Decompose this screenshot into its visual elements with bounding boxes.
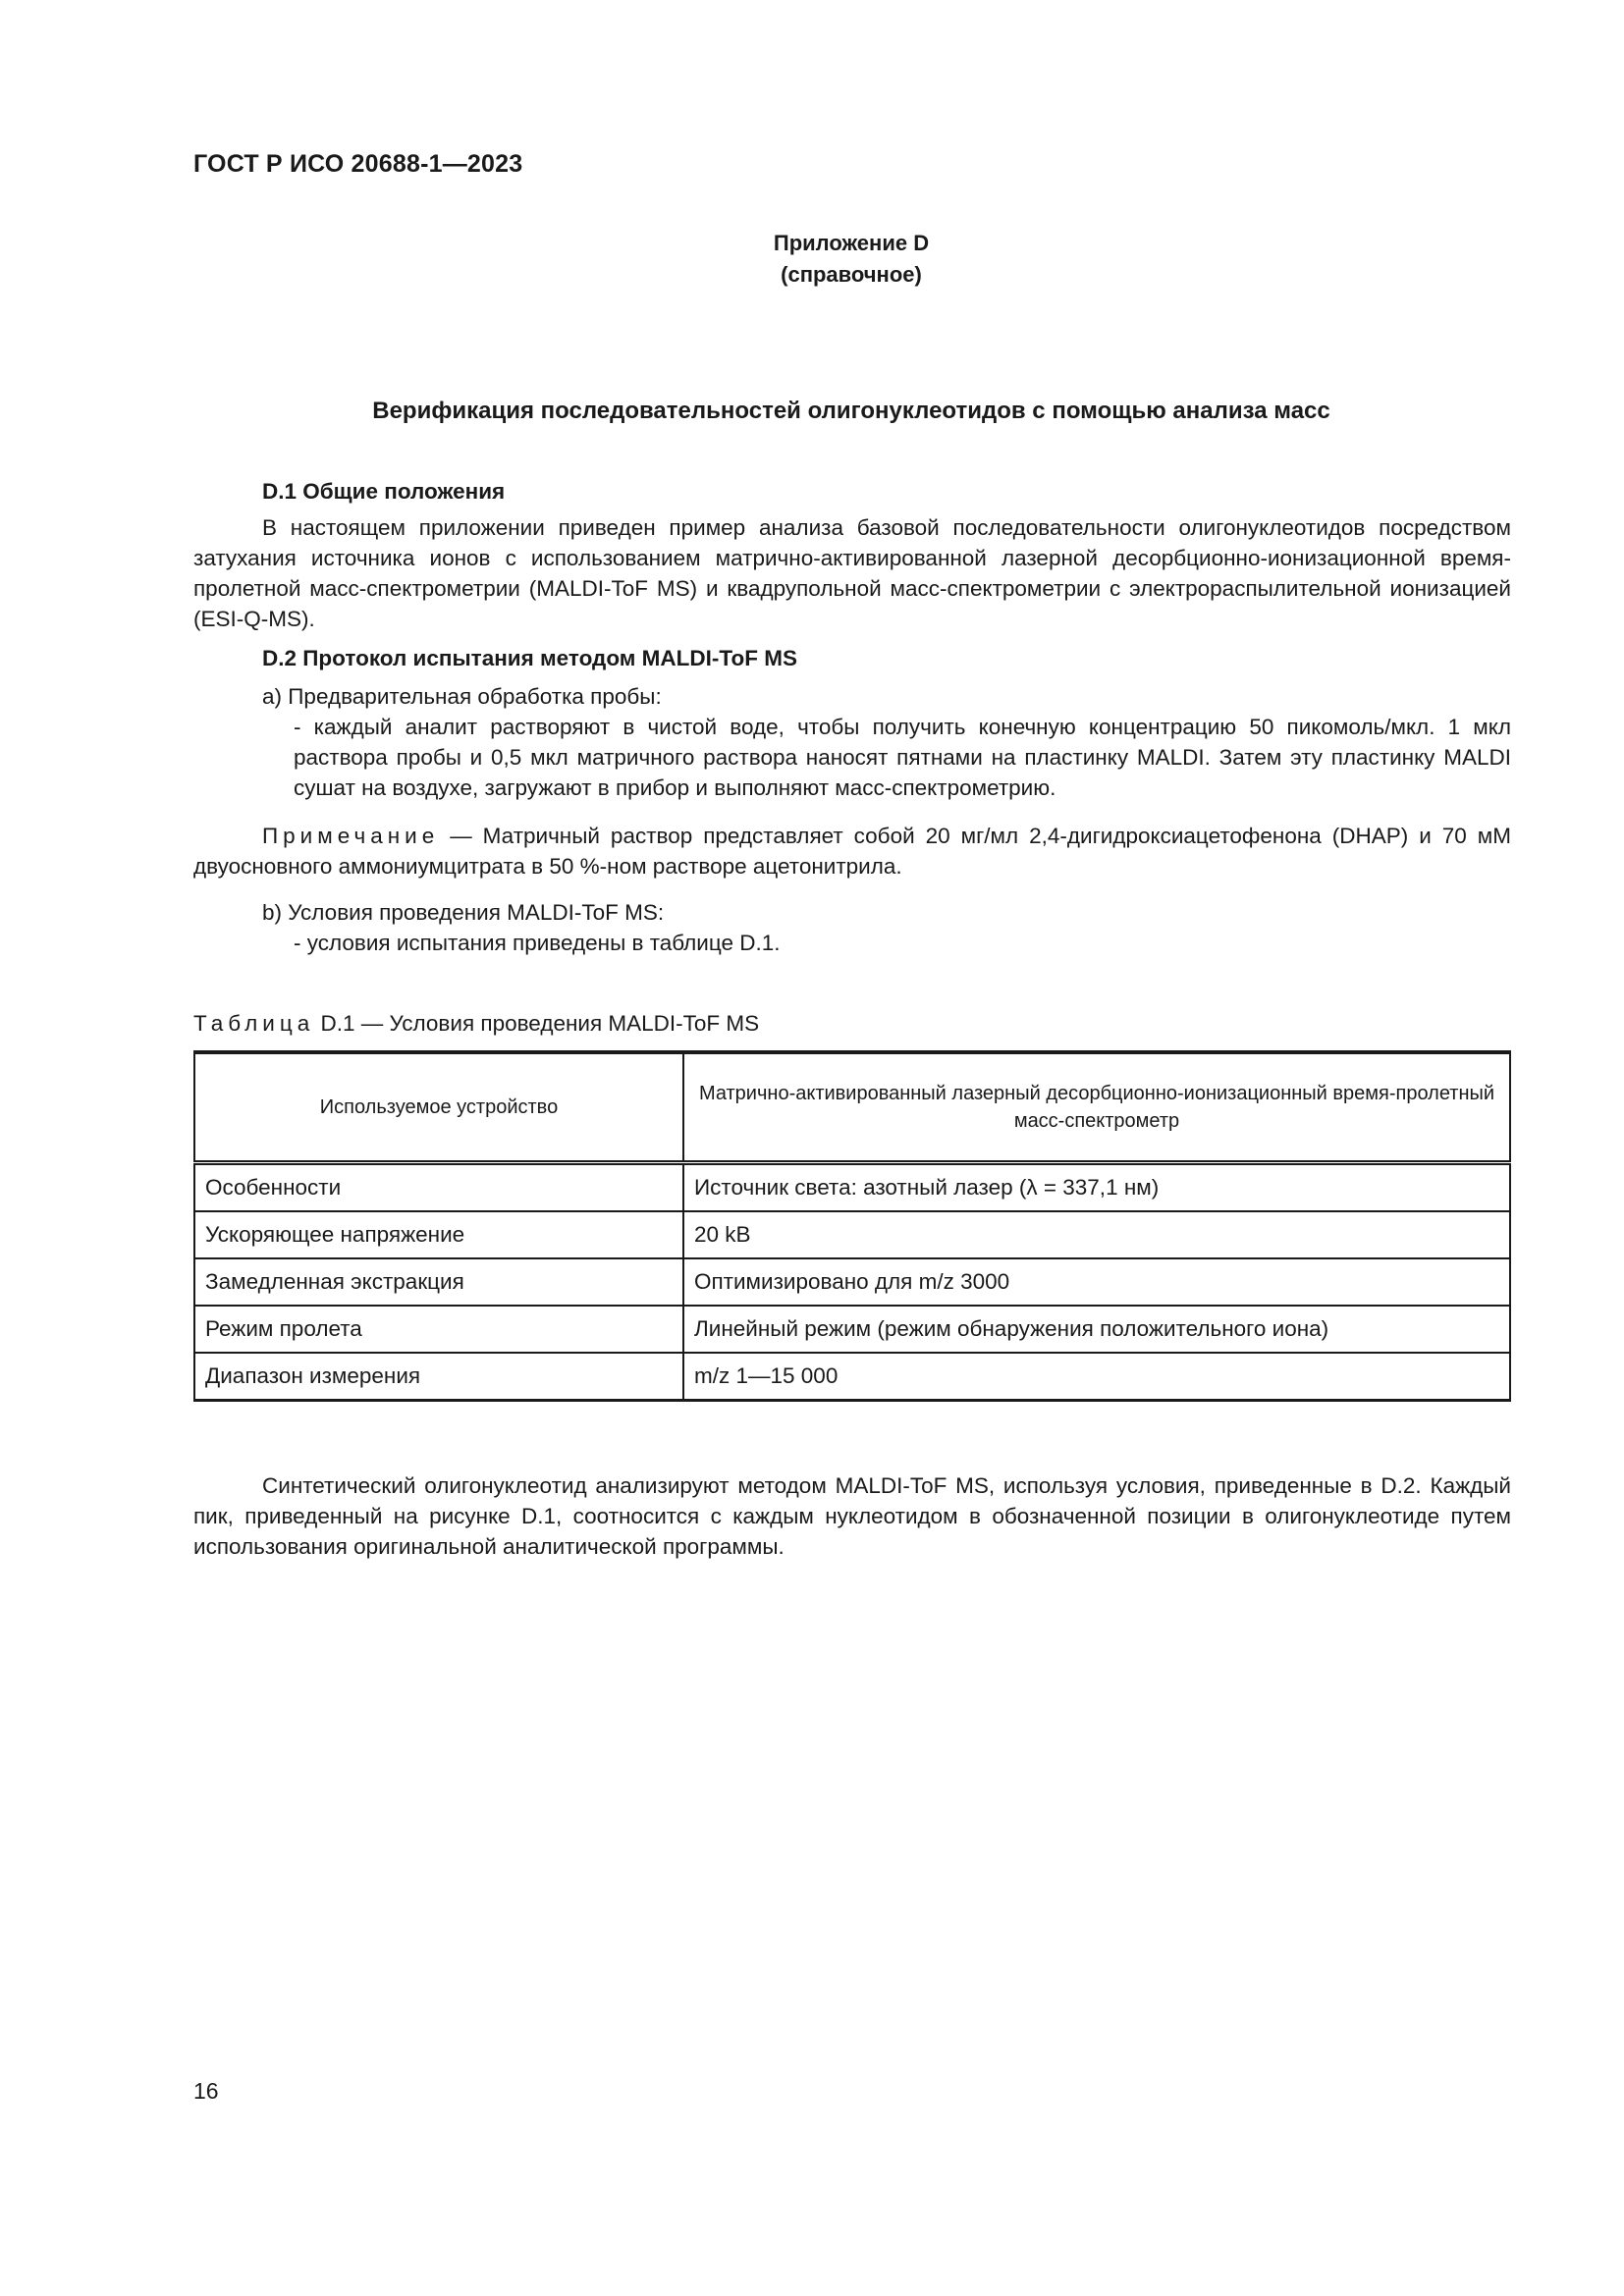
table-cell-value: m/z 1—15 000 — [683, 1353, 1510, 1401]
section-d1-paragraph: В настоящем приложении приведен пример анализа базовой последовательности олигонуклеотидов посредством затухания источника ионов с использованием матрично-активированной лазерной десорбционно-ионизационной время-пролетной масс-спектрометрии (MALDI-ToF MS) и квадрупольной масс-спектрометрии с электрораспылительной ионизацией (ESI-Q-MS). — [193, 515, 1511, 631]
item-b-detail: - условия испытания приведены в таблице D.1. — [294, 931, 781, 955]
item-a-detail: - каждый аналит растворяют в чистой воде, чтобы получить конечную концентрацию 50 пикомоль/мкл. 1 мкл раствора пробы и 0,5 мкл матричного раствора наносят пятнами на пластинку MALDI. Затем эту пластинку MALDI сушат на воздухе, загружают в прибор и выполняют масс-спектрометрию. — [294, 715, 1511, 800]
table-row — [194, 1258, 1510, 1306]
table-header-col2: Матрично-активированный лазерный десорбционно-ионизационный время-пролетный масс-спектрометр — [683, 1052, 1510, 1163]
section-d1-heading: D.1 Общие положения — [262, 479, 506, 504]
item-b: b) Условия проведения MALDI-ToF MS: — [262, 900, 665, 925]
closing-section — [193, 1470, 1511, 1562]
section-d2-heading: D.2 Протокол испытания методом MALDI-ToF MS — [262, 646, 797, 670]
table-header-col1: Используемое устройство — [194, 1052, 683, 1163]
table-header-row — [194, 1052, 1510, 1163]
conditions-table — [193, 1050, 1511, 1402]
table-cell-value: Источник света: азотный лазер (λ = 337,1 нм) — [683, 1163, 1510, 1212]
table-cell-value: Линейный режим (режим обнаружения положительного иона) — [683, 1306, 1510, 1353]
item-a: а) Предварительная обработка пробы: — [262, 684, 662, 709]
table-cell-param: Ускоряющее напряжение — [194, 1211, 683, 1258]
table-cell-value: Оптимизировано для m/z 3000 — [683, 1258, 1510, 1306]
table-cell-value: 20 kB — [683, 1211, 1510, 1258]
table-row — [194, 1353, 1510, 1401]
table-row — [194, 1306, 1510, 1353]
table-cell-param: Режим пролета — [194, 1306, 683, 1353]
table-cell-param: Замедленная экстракция — [194, 1258, 683, 1306]
section-d2 — [193, 643, 1511, 958]
note-label: Примечание — [262, 824, 440, 848]
annex-type: (справочное) — [781, 262, 922, 287]
standard-code-header: ГОСТ Р ИСО 20688-1—2023 — [193, 150, 523, 178]
annex-heading — [0, 228, 1624, 291]
table-caption — [193, 1011, 759, 1037]
closing-paragraph: Синтетический олигонуклеотид анализируют методом MALDI-ToF MS, используя условия, приведенные в D.2. Каждый пик, приведенный на рисунке D.1, соотносится с каждым нуклеотидом в обозначенной позиции в олигонуклеотиде путем использования оригинальной аналитической программы. — [193, 1473, 1511, 1559]
annex-title: Верификация последовательностей олигонуклеотидов с помощью анализа масс — [372, 398, 1330, 424]
note-text: — Матричный раствор представляет собой 20 мг/мл 2,4-дигидроксиацетофенона (DHAP) и 70 мМ двуосновного аммониумцитрата в 50 %-ном растворе ацетонитрила. — [193, 824, 1511, 879]
table-cell-param: Особенности — [194, 1163, 683, 1212]
table-cell-param: Диапазон измерения — [194, 1353, 683, 1401]
annex-label: Приложение D — [773, 231, 930, 255]
table-caption-label: Таблица — [193, 1011, 315, 1036]
note — [193, 821, 1511, 881]
table-row — [194, 1211, 1510, 1258]
table-caption-text: D.1 — Условия проведения MALDI-ToF MS — [314, 1011, 760, 1036]
section-d1 — [193, 476, 1511, 634]
page-number: 16 — [193, 2078, 219, 2104]
table-row — [194, 1163, 1510, 1212]
